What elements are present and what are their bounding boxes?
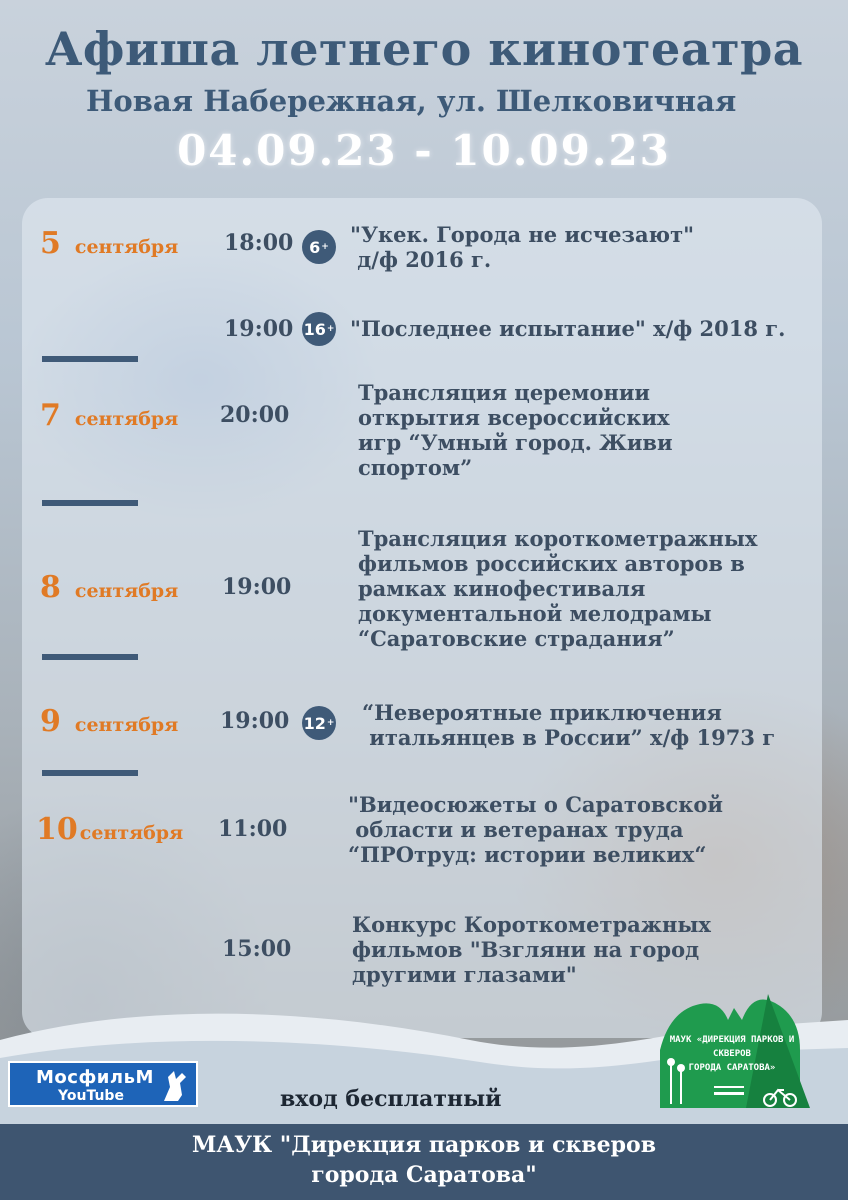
event-title — [362, 700, 775, 750]
age-value: 16 — [303, 319, 326, 339]
event-line: "Укек. Города не исчезают" — [350, 222, 695, 247]
age-rating-badge — [302, 230, 336, 264]
age-rating-badge — [302, 706, 336, 740]
event-line: фильмов "Взгляни на город — [352, 937, 700, 962]
day-month: сентября — [74, 714, 179, 736]
day-label — [40, 398, 178, 433]
event-line: спортом” — [358, 455, 473, 480]
event-line: “Невероятные приключения — [362, 700, 722, 725]
footer-line: города Саратова" — [311, 1162, 537, 1188]
day-number: 5 — [40, 226, 61, 261]
day-number: 9 — [40, 704, 61, 739]
free-entry-text: вход бесплатный — [280, 1086, 502, 1112]
event-line: Конкурс Короткометражных — [352, 912, 711, 937]
event-title — [350, 222, 694, 272]
divider — [42, 356, 138, 362]
session-time: 20:00 — [220, 402, 290, 428]
footer-organizer — [0, 1124, 848, 1200]
park-directorate-logo — [650, 990, 810, 1110]
event-line: области и ветеранах труда — [348, 817, 684, 842]
session-time: 19:00 — [224, 316, 294, 342]
mosfilm-text: МосфильМ — [36, 1067, 154, 1088]
age-plus: + — [321, 242, 329, 252]
park-logo-line: МАУК «ДИРЕКЦИЯ ПАРКОВ И СКВЕРОВ — [669, 1035, 795, 1059]
event-line: "Последнее испытание" х/ф 2018 г. — [350, 316, 786, 341]
event-line: "Видеосюжеты о Саратовской — [348, 792, 723, 817]
age-value: 12 — [303, 713, 326, 733]
day-month: сентября — [79, 822, 184, 844]
mosfilm-youtube-logo — [8, 1061, 198, 1107]
day-month: сентября — [74, 408, 179, 430]
event-line: фильмов российских авторов в — [358, 551, 745, 576]
location-subtitle: Новая Набережная, ул. Шелковичная — [86, 84, 737, 118]
age-value: 6 — [309, 237, 321, 257]
event-line: итальянцев в России” х/ф 1973 г — [362, 725, 776, 750]
day-month: сентября — [74, 236, 179, 258]
date-range: 04.09.23 - 10.09.23 — [177, 126, 671, 175]
age-plus: + — [326, 718, 335, 728]
day-number: 8 — [40, 570, 61, 605]
event-line: д/ф 2016 г. — [350, 247, 492, 272]
worker-statue-icon — [160, 1067, 190, 1105]
youtube-text: YouTube — [58, 1088, 124, 1104]
event-line: другими глазами" — [352, 962, 577, 987]
page-title: Афиша летнего кинотеатра — [44, 22, 804, 76]
day-label — [40, 570, 178, 605]
park-logo-line: ГОРОДА САРАТОВА» — [688, 1063, 776, 1073]
park-logo-text — [662, 1033, 802, 1075]
day-label — [40, 226, 178, 261]
event-line: игр “Умный город. Живи — [358, 430, 673, 455]
event-line: рамках кинофестиваля — [358, 576, 646, 601]
divider — [42, 654, 138, 660]
session-time: 19:00 — [222, 574, 292, 600]
day-label — [36, 812, 183, 847]
divider — [42, 500, 138, 506]
event-line: “Саратовские страдания” — [358, 626, 675, 651]
session-time: 15:00 — [222, 936, 292, 962]
age-rating-badge — [302, 312, 336, 346]
divider — [42, 770, 138, 776]
event-title — [348, 792, 723, 867]
poster-header — [0, 0, 848, 190]
event-line: Трансляция короткометражных — [358, 526, 758, 551]
event-title — [352, 912, 711, 987]
age-plus: + — [326, 324, 335, 334]
day-label — [40, 704, 178, 739]
event-line: “ПРОтруд: истории великих“ — [348, 842, 707, 867]
event-line: документальной мелодрамы — [358, 601, 712, 626]
session-time: 19:00 — [220, 708, 290, 734]
event-title — [358, 380, 673, 480]
footer-line: МАУК "Дирекция парков и скверов — [191, 1132, 657, 1158]
event-line: Трансляция церемонии — [358, 380, 651, 405]
session-time: 11:00 — [218, 816, 288, 842]
day-number: 10 — [36, 812, 78, 847]
event-title — [350, 316, 785, 341]
event-line: открытия всероссийских — [358, 405, 670, 430]
day-month: сентября — [74, 580, 179, 602]
event-title — [358, 526, 757, 651]
day-number: 7 — [40, 398, 61, 433]
session-time: 18:00 — [224, 230, 294, 256]
